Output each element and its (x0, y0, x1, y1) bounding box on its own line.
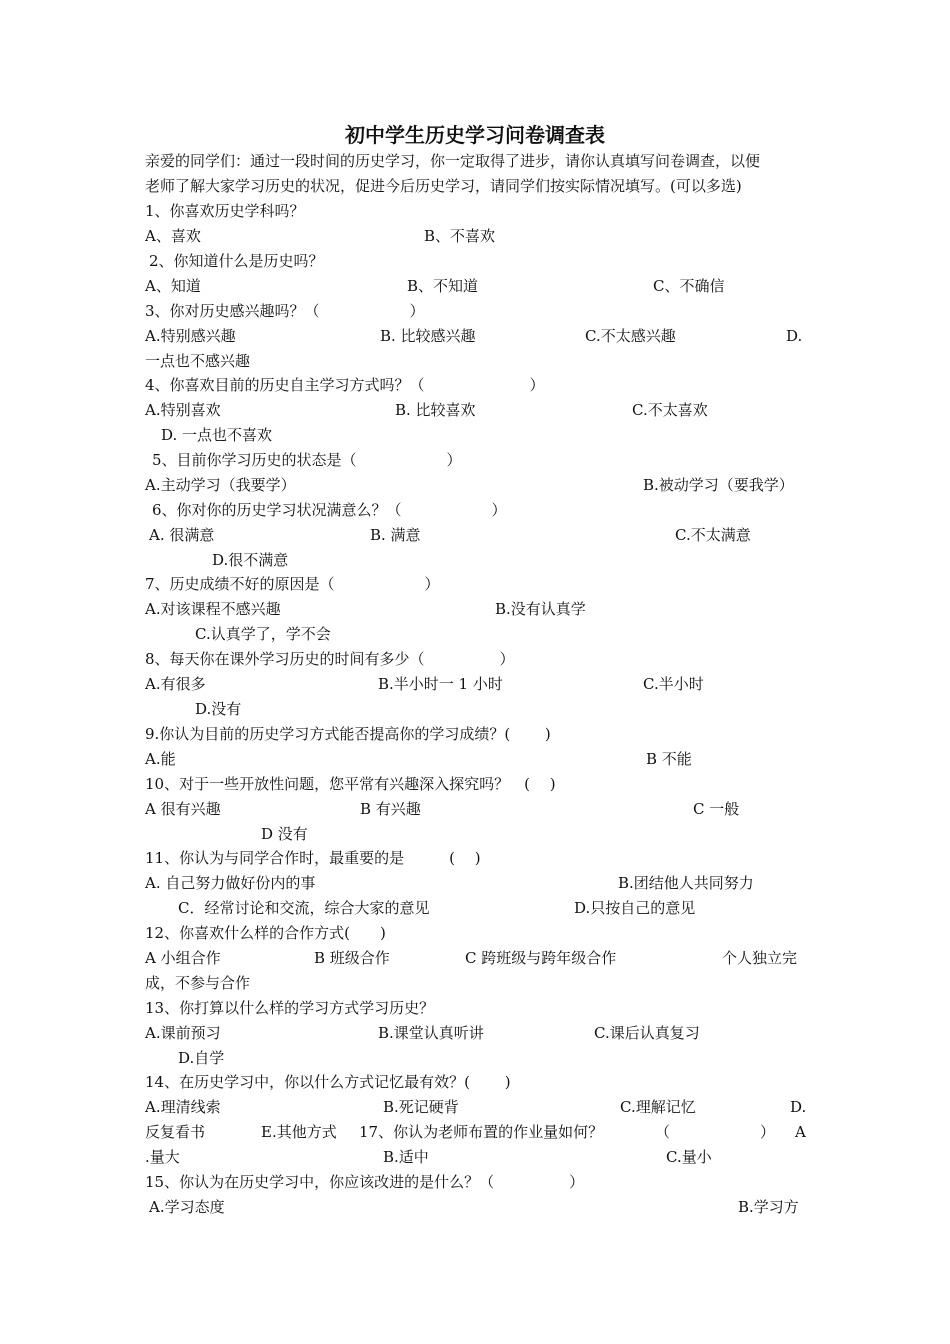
q6-option-c: C.不太满意 (675, 526, 751, 544)
q10-option-b: B 有兴趣 (360, 800, 421, 818)
q7-option-a: A.对该课程不感兴趣 (145, 600, 281, 618)
question-6: 6、你对你的历史学习状况满意么？（ ） (152, 501, 507, 519)
question-1: 1、你喜欢历史学科吗？ (145, 202, 305, 220)
q8-option-d: D.没有 (195, 700, 242, 718)
q6-option-d: D.很不满意 (212, 551, 289, 569)
question-13: 13、你打算以什么样的学习方式学习历史？ (145, 999, 435, 1017)
q7-option-c: C.认真学了，学不会 (195, 625, 331, 643)
document-title: 初中学生历史学习问卷调查表 (345, 123, 605, 147)
question-8: 8、每天你在课外学习历史的时间有多少（ ） (145, 650, 515, 668)
q4-option-c: C.不太喜欢 (632, 401, 708, 419)
q13-option-b: B.课堂认真听讲 (378, 1024, 484, 1042)
q9-option-b: B 不能 (646, 750, 692, 768)
q15-option-b: B.学习方 (738, 1198, 799, 1216)
q3-option-c: C.不太感兴趣 (585, 327, 676, 345)
q17-option-a-text: .量大 (145, 1148, 180, 1166)
q11-option-d: D.只按自己的意见 (574, 899, 696, 917)
q14-option-d-letter: D. (790, 1098, 807, 1116)
question-17: 17、你认为老师布置的作业量如何？ (359, 1123, 604, 1141)
q12-option-b: B 班级合作 (314, 949, 390, 967)
intro-line-1: 亲爱的同学们：通过一段时间的历史学习，你一定取得了进步，请你认真填写问卷调查，以便 (145, 152, 761, 170)
q13-option-a: A.课前预习 (145, 1024, 221, 1042)
q4-option-a: A.特别喜欢 (145, 401, 221, 419)
q3-option-d-letter: D. (786, 327, 803, 345)
question-14: 14、在历史学习中，你以什么方式记忆最有效？( ) (145, 1073, 511, 1091)
q1-option-b: B、不喜欢 (424, 227, 496, 245)
q2-option-a: A、知道 (145, 277, 201, 295)
q11-option-c: C．经常讨论和交流，综合大家的意见 (178, 899, 430, 917)
q12-option-d-line1: 个人独立完 (722, 949, 798, 967)
q13-option-c: C.课后认真复习 (594, 1024, 700, 1042)
q2-option-b: B、不知道 (407, 277, 479, 295)
q13-option-d: D.自学 (178, 1049, 225, 1067)
q11-option-b: B.团结他人共同努力 (618, 874, 754, 892)
q14-option-e: E.其他方式 (261, 1123, 337, 1141)
q11-option-a: A. 自己努力做好份内的事 (145, 874, 316, 892)
q10-option-d: D 没有 (261, 825, 308, 843)
q3-option-a: A.特别感兴趣 (145, 327, 236, 345)
q4-option-d: D. 一点也不喜欢 (161, 426, 273, 444)
q10-option-a: A 很有兴趣 (145, 800, 221, 818)
q9-option-a: A.能 (145, 750, 176, 768)
q12-option-a: A 小组合作 (145, 949, 221, 967)
question-15: 15、你认为在历史学习中，你应该改进的是什么？（ ） (145, 1173, 585, 1191)
q14-option-b: B.死记硬背 (383, 1098, 459, 1116)
q17-option-c: C.量小 (666, 1148, 712, 1166)
q14-option-a: A.理清线索 (145, 1098, 221, 1116)
question-2: 2、你知道什么是历史吗？ (149, 252, 324, 270)
question-7: 7、历史成绩不好的原因是（ ） (145, 575, 440, 593)
question-5: 5、目前你学习历史的状态是（ ） (152, 451, 462, 469)
q14-option-d-text: 反复看书 (145, 1123, 206, 1141)
q14-option-c: C.理解记忆 (620, 1098, 696, 1116)
q17-answer-paren: （ ） (655, 1123, 776, 1141)
q17-option-b: B.适中 (383, 1148, 429, 1166)
question-4: 4、你喜欢目前的历史自主学习方式吗？（ ） (145, 376, 545, 394)
q12-option-c: C 跨班级与跨年级合作 (465, 949, 617, 967)
q5-option-a: A.主动学习（我要学） (145, 476, 296, 494)
intro-line-2: 老师了解大家学习历史的状况，促进今后历史学习，请同学们按实际情况填写。(可以多选) (145, 177, 742, 195)
q12-option-d-line2: 成，不参与合作 (145, 974, 251, 992)
question-12: 12、你喜欢什么样的合作方式( ) (145, 924, 386, 942)
q10-option-c: C 一般 (693, 800, 740, 818)
question-3: 3、你对历史感兴趣吗？（ ） (145, 302, 425, 320)
q5-option-b: B.被动学习（要我学） (643, 476, 794, 494)
q8-option-c: C.半小时 (643, 675, 704, 693)
question-10: 10、对于一些开放性问题，您平常有兴趣深入探究吗？ ( ) (145, 775, 556, 793)
q15-option-a: A.学习态度 (149, 1198, 225, 1216)
q3-option-b: B. 比较感兴趣 (380, 327, 476, 345)
q6-option-a: A. 很满意 (149, 526, 215, 544)
q1-option-a: A、喜欢 (145, 227, 201, 245)
question-11: 11、你认为与同学合作时，最重要的是 ( ) (145, 849, 481, 867)
q17-option-a-letter: A (795, 1123, 806, 1141)
q3-option-d-text: 一点也不感兴趣 (145, 352, 251, 370)
q8-option-a: A.有很多 (145, 675, 206, 693)
q2-option-c: C、不确信 (653, 277, 725, 295)
question-9: 9.你认为目前的历史学习方式能否提高你的学习成绩？( ) (145, 725, 551, 743)
q7-option-b: B.没有认真学 (495, 600, 586, 618)
q4-option-b: B. 比较喜欢 (395, 401, 476, 419)
q8-option-b: B.半小时一 1 小时 (378, 675, 503, 693)
q6-option-b: B. 满意 (370, 526, 421, 544)
